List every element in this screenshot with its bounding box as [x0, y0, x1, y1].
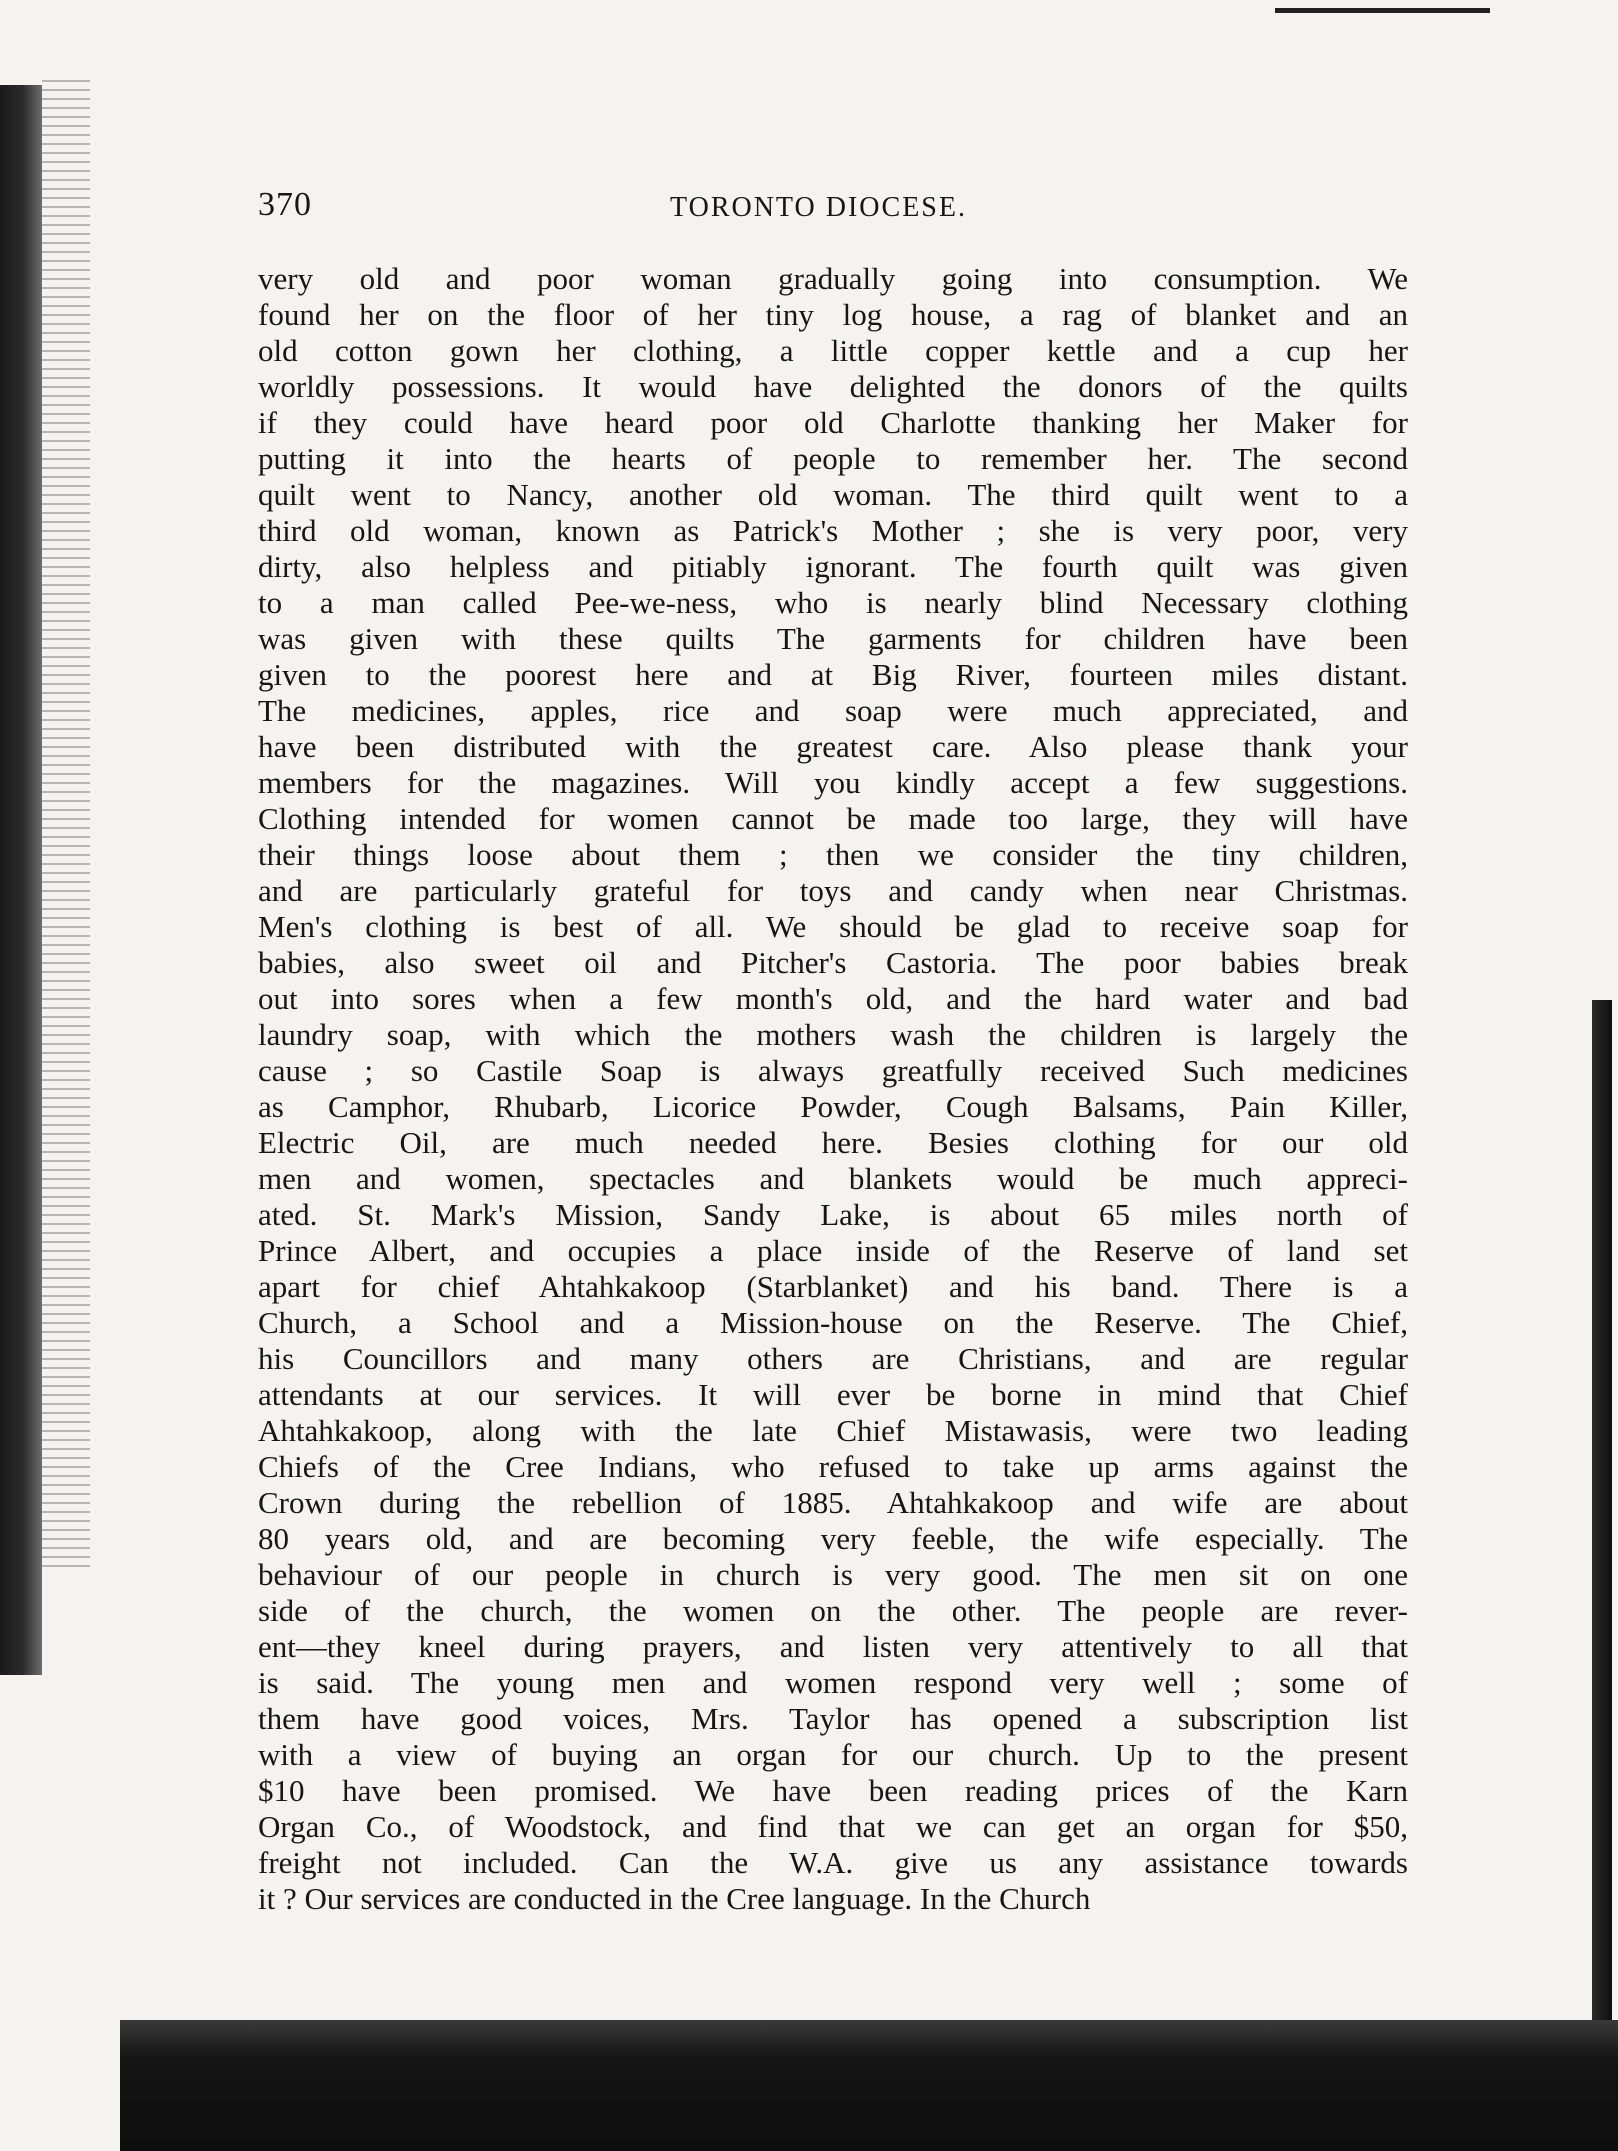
text-line: have been distributed with the greatest care. Also please thank your [258, 729, 1408, 764]
text-line: very old and poor woman gradually going into consumption. We [258, 261, 1408, 296]
text-line: out into sores when a few month's old, and the hard water and bad [258, 981, 1408, 1016]
text-line: quilt went to Nancy, another old woman. The third quilt went to a [258, 477, 1408, 512]
scan-left-speckle [42, 80, 90, 1570]
scan-bottom-edge [120, 2020, 1618, 2151]
scan-top-rule [1275, 8, 1490, 13]
text-line: freight not included. Can the W.A. give us any assistance towards [258, 1845, 1408, 1880]
text-line: Clothing intended for women cannot be made too large, they will have [258, 801, 1408, 836]
text-line: side of the church, the women on the other. The people are rever- [258, 1593, 1408, 1628]
text-line: Electric Oil, are much needed here. Besies clothing for our old [258, 1125, 1408, 1160]
text-line: was given with these quilts The garments for children have been [258, 621, 1408, 656]
text-line: old cotton gown her clothing, a little copper kettle and a cup her [258, 333, 1408, 368]
text-line: them have good voices, Mrs. Taylor has opened a subscription list [258, 1701, 1408, 1736]
text-line: to a man called Pee-we-ness, who is nearly blind Necessary clothing [258, 585, 1408, 620]
text-line: with a view of buying an organ for our church. Up to the present [258, 1737, 1408, 1772]
scan-right-edge [1592, 1000, 1612, 2020]
text-line: Chiefs of the Cree Indians, who refused to take up arms against the [258, 1449, 1408, 1484]
text-line: 80 years old, and are becoming very feeble, the wife especially. The [258, 1521, 1408, 1556]
body-text [258, 261, 1408, 1917]
text-line: and are particularly grateful for toys and candy when near Christmas. [258, 873, 1408, 908]
text-line: attendants at our services. It will ever be borne in mind that Chief [258, 1377, 1408, 1412]
text-line: given to the poorest here and at Big River, fourteen miles distant. [258, 657, 1408, 692]
text-line: ated. St. Mark's Mission, Sandy Lake, is about 65 miles north of [258, 1197, 1408, 1232]
scan-left-edge [0, 85, 42, 1675]
text-line: $10 have been promised. We have been reading prices of the Karn [258, 1773, 1408, 1808]
text-line: third old woman, known as Patrick's Mother ; she is very poor, very [258, 513, 1408, 548]
page-number: 370 [258, 186, 312, 223]
text-line: putting it into the hearts of people to remember her. The second [258, 441, 1408, 476]
text-line: babies, also sweet oil and Pitcher's Castoria. The poor babies break [258, 945, 1408, 980]
text-line: Crown during the rebellion of 1885. Ahtahkakoop and wife are about [258, 1485, 1408, 1520]
text-line: men and women, spectacles and blankets would be much appreci- [258, 1161, 1408, 1196]
text-line: Organ Co., of Woodstock, and find that we can get an organ for $50, [258, 1809, 1408, 1844]
running-head: TORONTO DIOCESE. [670, 192, 967, 223]
text-line: apart for chief Ahtahkakoop (Starblanket) and his band. There is a [258, 1269, 1408, 1304]
page-header [258, 186, 1408, 234]
text-line: his Councillors and many others are Christians, and are regular [258, 1341, 1408, 1376]
text-line: dirty, also helpless and pitiably ignorant. The fourth quilt was given [258, 549, 1408, 584]
text-line: found her on the floor of her tiny log house, a rag of blanket and an [258, 297, 1408, 332]
text-line: cause ; so Castile Soap is always greatfully received Such medicines [258, 1053, 1408, 1088]
text-line: it ? Our services are conducted in the Cree language. In the Church [258, 1881, 1091, 1916]
text-line: Men's clothing is best of all. We should be glad to receive soap for [258, 909, 1408, 944]
text-line: if they could have heard poor old Charlotte thanking her Maker for [258, 405, 1408, 440]
text-line: behaviour of our people in church is very good. The men sit on one [258, 1557, 1408, 1592]
text-line: worldly possessions. It would have delighted the donors of the quilts [258, 369, 1408, 404]
text-line: members for the magazines. Will you kindly accept a few suggestions. [258, 765, 1408, 800]
text-line: The medicines, apples, rice and soap were much appreciated, and [258, 693, 1408, 728]
text-line: is said. The young men and women respond very well ; some of [258, 1665, 1408, 1700]
text-line: Church, a School and a Mission-house on the Reserve. The Chief, [258, 1305, 1408, 1340]
text-line: their things loose about them ; then we consider the tiny children, [258, 837, 1408, 872]
text-line: laundry soap, with which the mothers wash the children is largely the [258, 1017, 1408, 1052]
text-line: Prince Albert, and occupies a place inside of the Reserve of land set [258, 1233, 1408, 1268]
text-line: ent—they kneel during prayers, and listen very attentively to all that [258, 1629, 1408, 1664]
text-line: Ahtahkakoop, along with the late Chief Mistawasis, were two leading [258, 1413, 1408, 1448]
text-line: as Camphor, Rhubarb, Licorice Powder, Cough Balsams, Pain Killer, [258, 1089, 1408, 1124]
